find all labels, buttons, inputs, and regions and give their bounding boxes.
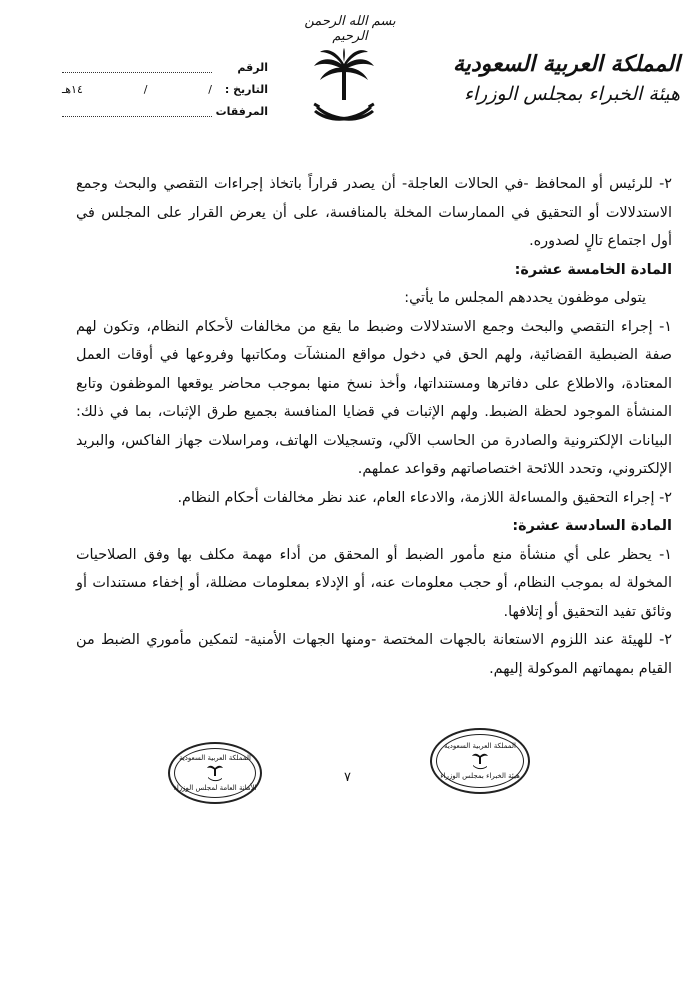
article16-item2: ٢- للهيئة عند اللزوم الاستعانة بالجهات المختصة -ومنها الجهات الأمنية- لتمكين مأموري الضبط من القيام بمهماتهم الموكولة إليهم. <box>76 632 672 677</box>
article15-item1: ١- إجراء التقصي والبحث وجمع الاستدلالات وضبط ما يقع من مخالفات لأحكام النظام، وتكون لهم صفة الضبطية القضائية، ولهم الحق في دخول مواقع المنشآت ومكاتبها وفروعها في أوقات العمل المعتادة، والاطلاع على دفاترها ومستنداتها، وأخذ نسخ منها بموجب محاضر يوقعها الموظفون وتابع المنشأة الموجود لحظة الضبط. ولهم الإثبات في قضايا المنافسة بجميع طرق الإثبات، بما في ذلك: البيانات الإلكترونية والصادرة من الحاسب الآلي، وتسجيلات الهاتف، ومراسلات جهاز الفاكس، والبريد الإلكتروني، وتحدد اللائحة اختصاصاتهم وقواعد عملهم. <box>76 318 672 477</box>
attachments-row <box>58 100 268 122</box>
experts-commission-stamp <box>430 728 530 794</box>
page-number: ٧ <box>344 770 351 785</box>
date-row <box>58 78 268 100</box>
bismillah-heading: بسم الله الرحمن الرحيم <box>304 14 396 44</box>
date-blank <box>62 83 212 96</box>
article15-item2: ٢- إجراء التحقيق والمساءلة اللازمة، والادعاء العام، عند نظر مخالفات أحكام النظام. <box>177 489 672 506</box>
stamp-right-top-text: المملكة العربية السعودية <box>444 742 516 750</box>
stamp-left-bottom-text: الأمانة العامة لمجلس الوزراء <box>173 784 257 792</box>
article16-item1: ١- يحظر على أي منشأة منع مأمور الضبط أو المحقق من أداء مهمة مكلف بها وفق الصلاحيات المخولة له بموجب النظام، أو حجب معلومات عنه، أو الإدلاء بمعلومات مضللة، أو إخفاء مستندات أو وثائق تفيد التحقيق أو إتلافها. <box>76 546 672 620</box>
reference-block <box>58 56 268 122</box>
stamp-emblem-icon <box>207 764 223 782</box>
reference-number-blank <box>62 62 212 73</box>
document-body <box>76 170 672 683</box>
attachments-label: المرفقات <box>215 104 268 118</box>
paragraph-article14-item2: ٢- للرئيس أو المحافظ -في الحالات العاجلة- أن يصدر قراراً باتخاذ إجراءات التقصي والبحث وجمع الاستدلالات أو التحقيق في الممارسات المخلة بالمنافسة، على أن يعرض القرار على المجلس في أول اجتماع تالٍ لصدوره. <box>76 176 672 249</box>
stamp-emblem-icon <box>472 752 488 770</box>
date-slash-1: / <box>208 82 212 96</box>
stamp-right-bottom-text: هيئة الخبراء بمجلس الوزراء <box>440 772 520 780</box>
heading-article-16: المادة السادسة عشرة: <box>512 518 672 534</box>
palm-and-swords-emblem-icon <box>312 48 376 132</box>
date-label: التاريخ : <box>224 82 268 96</box>
organization-letterhead <box>430 48 680 108</box>
reference-number-label: الرقم <box>237 60 268 74</box>
attachments-blank <box>62 106 212 117</box>
date-hijri-suffix: ١٤هـ <box>62 82 83 96</box>
org-name-experts-commission: هيئة الخبراء بمجلس الوزراء <box>463 83 680 105</box>
org-name-kingdom: المملكة العربية السعودية <box>452 51 680 77</box>
article15-intro: يتولى موظفون يحددهم المجلس ما يأتي: <box>404 290 646 306</box>
stamp-left-top-text: المملكة العربية السعودية <box>179 754 251 762</box>
general-secretariat-stamp <box>168 742 262 804</box>
heading-article-15: المادة الخامسة عشرة: <box>514 261 672 278</box>
date-slash-2: / <box>143 82 148 96</box>
reference-number-row <box>58 56 268 78</box>
